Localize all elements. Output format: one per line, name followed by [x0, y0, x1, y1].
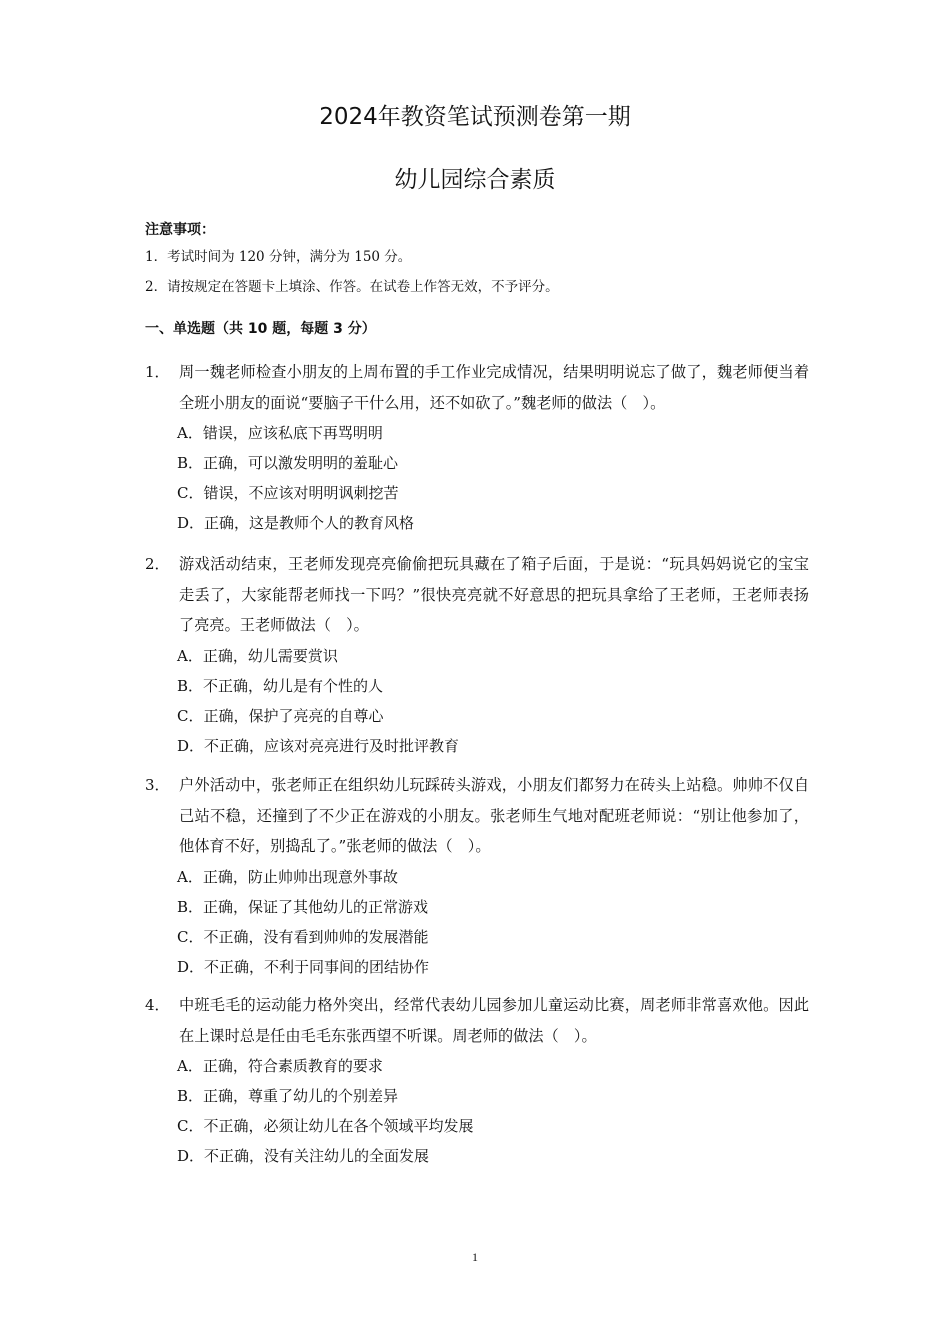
option-b: B．正确，尊重了幼儿的个别差异	[177, 1087, 399, 1105]
option-a: A．错误，应该私底下再骂明明	[177, 424, 383, 442]
question-number: 1．	[145, 363, 170, 381]
option-c: C．正确，保护了亮亮的自尊心	[177, 706, 384, 725]
question-text: 周一魏老师检查小朋友的上周布置的手工作业完成情况，结果明明说忘了做了，魏老师便当着全班小朋友的面说“要脑子干什么用，还不如砍了。”魏老师的做法（ ）。	[179, 363, 809, 412]
document-subtitle: 幼儿园综合素质	[394, 167, 556, 193]
option-a: A．正确，符合素质教育的要求	[177, 1057, 383, 1075]
question-text: 游戏活动结束，王老师发现亮亮偷偷把玩具藏在了箱子后面，于是说：“玩具妈妈说它的宝宝走丢了，大家能帮老师找一下吗？”很快亮亮就不好意思的把玩具拿给了王老师，王老师表扬了亮亮。王老师做法（ ）。	[179, 555, 809, 634]
question-3	[145, 770, 815, 982]
option-a: A．正确，幼儿需要赏识	[177, 646, 338, 665]
note-item: 2．请按规定在答题卡上填涂、作答。在试卷上作答无效，不予评分。	[145, 279, 559, 295]
notes-heading: 注意事项：	[145, 222, 215, 238]
option-b: B．正确，保证了其他幼儿的正常游戏	[177, 897, 429, 916]
note-item: 1．考试时间为 120 分钟，满分为 150 分。	[145, 249, 412, 265]
question-number: 4．	[145, 996, 170, 1014]
question-number: 3．	[145, 776, 170, 794]
notes-block	[145, 220, 825, 302]
option-b: B．不正确，幼儿是有个性的人	[177, 676, 384, 695]
option-a: A．正确，防止帅帅出现意外事故	[177, 867, 398, 886]
question-text: 户外活动中，张老师正在组织幼儿玩踩砖头游戏，小朋友们都努力在砖头上站稳。帅帅不仅自己站不稳，还撞到了不少正在游戏的小朋友。张老师生气地对配班老师说：“别让他参加了，他体育不好，别捣乱了。”张老师的做法（ ）。	[179, 776, 809, 855]
option-d: D．不正确，应该对亮亮进行及时批评教育	[177, 736, 460, 755]
option-d: D．不正确，没有关注幼儿的全面发展	[177, 1147, 430, 1165]
option-c: C．不正确，必须让幼儿在各个领域平均发展	[177, 1117, 474, 1135]
question-text: 中班毛毛的运动能力格外突出，经常代表幼儿园参加儿童运动比赛，周老师非常喜欢他。因此在上课时总是任由毛毛东张西望不听课。周老师的做法（ ）。	[179, 996, 809, 1045]
option-d: D．不正确，不利于同事间的团结协作	[177, 957, 430, 976]
question-4	[145, 990, 815, 1171]
section-heading: 一、单选题（共 10 题，每题 3 分）	[145, 321, 376, 337]
question-1	[145, 357, 815, 538]
option-b: B．正确，可以激发明明的羞耻心	[177, 454, 399, 472]
question-number: 2．	[145, 555, 170, 573]
option-c: C．错误，不应该对明明讽刺挖苦	[177, 484, 399, 502]
question-2	[145, 549, 815, 761]
page-number: 1	[472, 1250, 478, 1264]
document-title: 2024年教资笔试预测卷第一期	[319, 104, 631, 130]
option-d: D．正确，这是教师个人的教育风格	[177, 514, 415, 532]
option-c: C．不正确，没有看到帅帅的发展潜能	[177, 927, 429, 946]
